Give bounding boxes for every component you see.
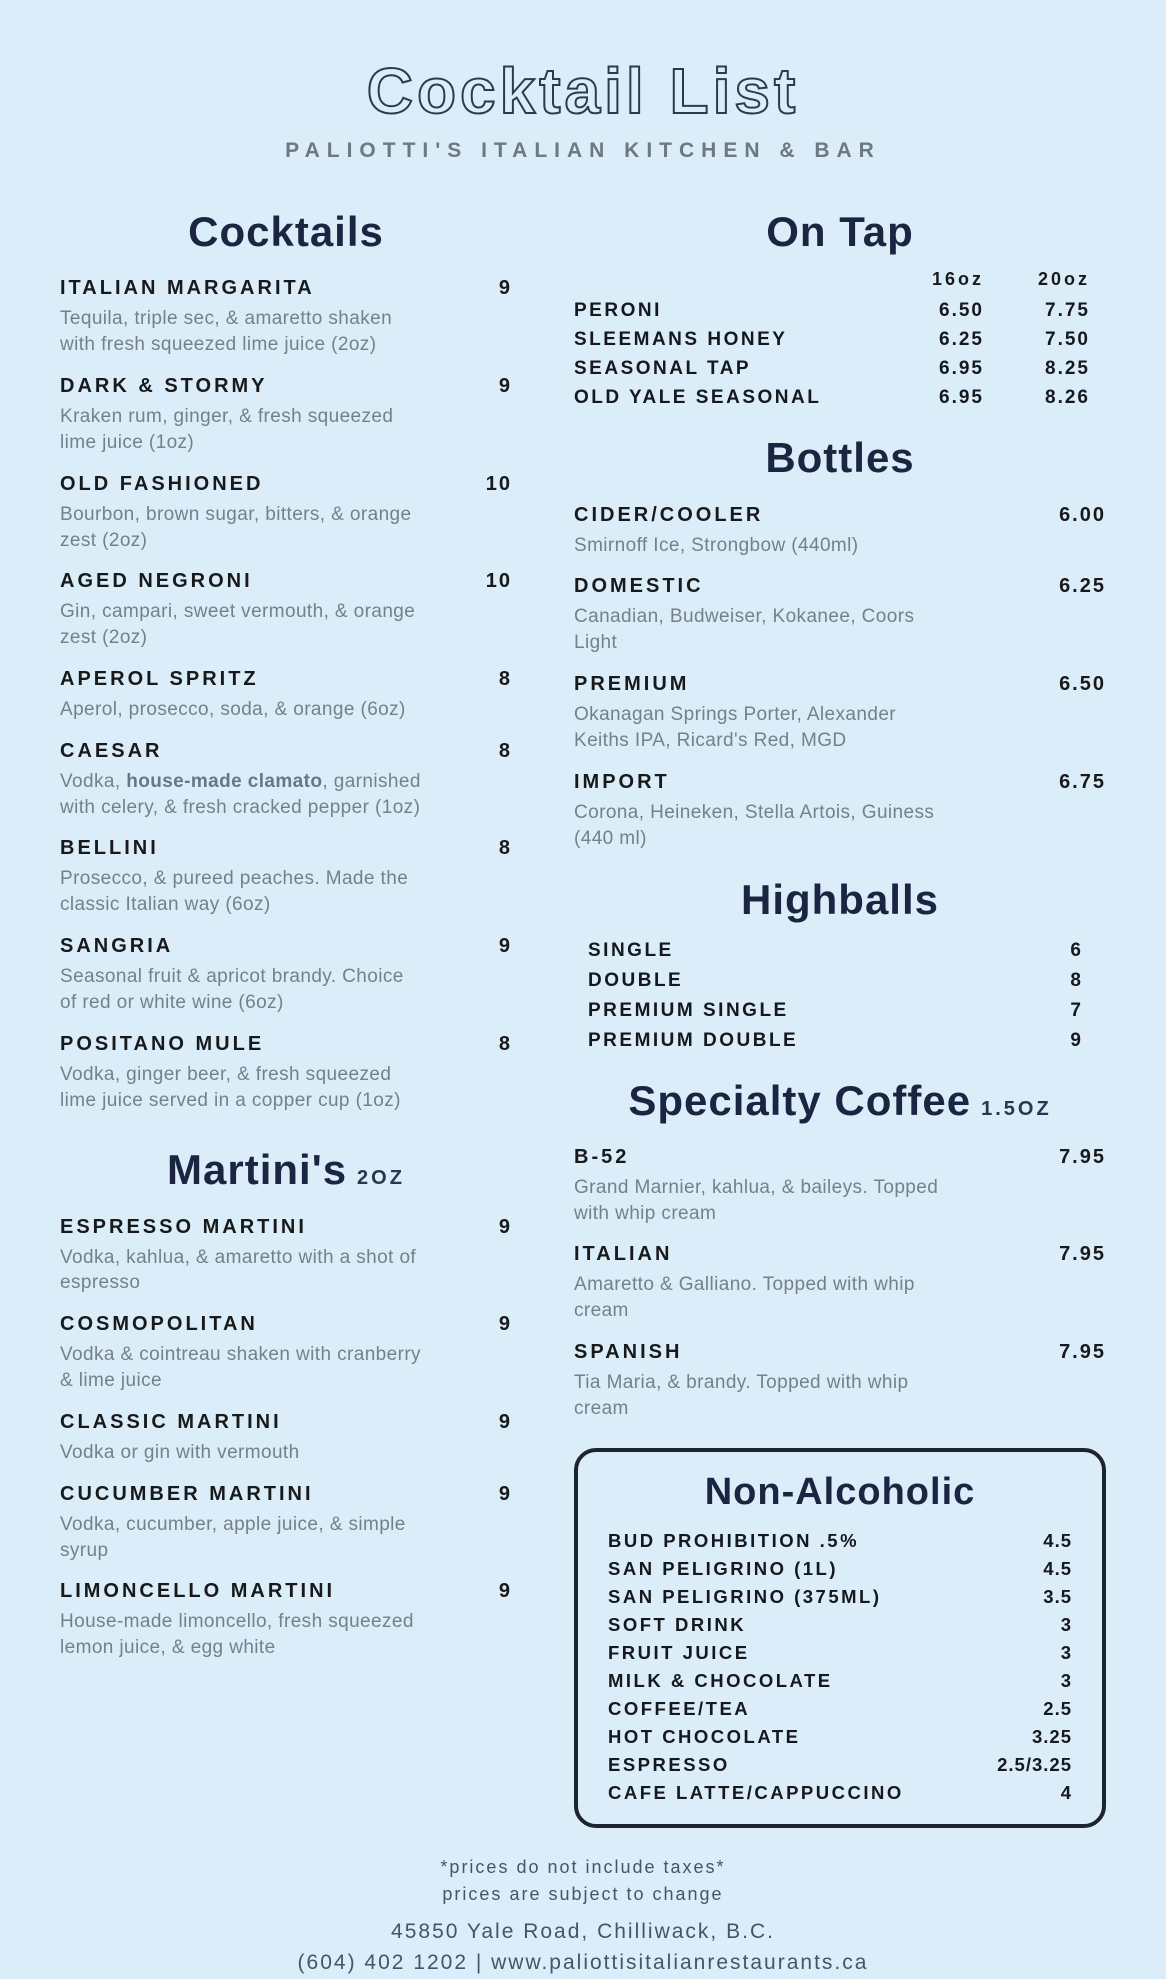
item-desc: Corona, Heineken, Stella Artois, Guiness (440 ml) bbox=[574, 801, 935, 849]
item-name: COSMOPOLITAN bbox=[60, 1313, 258, 1336]
item-row bbox=[574, 673, 1106, 696]
right-column bbox=[574, 209, 1106, 1827]
item-price: 9 bbox=[1070, 1029, 1082, 1051]
menu-item bbox=[574, 1146, 1106, 1227]
menu-item bbox=[574, 1341, 1106, 1422]
item-row bbox=[60, 1411, 512, 1434]
martinis-items bbox=[60, 1216, 512, 1661]
item-price: 7.95 bbox=[1059, 1341, 1106, 1364]
price-row bbox=[608, 1614, 1072, 1636]
menu-item bbox=[60, 935, 512, 1016]
price-row bbox=[608, 1754, 1072, 1776]
item-price: 3 bbox=[1060, 1669, 1072, 1691]
bottles-items bbox=[574, 504, 1106, 852]
specialty-coffee-size-note: 1.5OZ bbox=[981, 1097, 1052, 1120]
menu-item bbox=[60, 277, 512, 358]
item-price: 6.50 bbox=[1059, 673, 1106, 696]
on-tap-heading: On Tap bbox=[766, 208, 914, 256]
martinis-heading bbox=[60, 1147, 512, 1193]
price-16oz: 6.95 bbox=[939, 387, 984, 409]
item-row bbox=[60, 668, 512, 691]
item-name: PREMIUM bbox=[574, 673, 690, 696]
item-row bbox=[60, 935, 512, 958]
item-price: 3 bbox=[1060, 1641, 1072, 1663]
footer-change-note: prices are subject to change bbox=[442, 1883, 724, 1904]
item-price: 8 bbox=[498, 837, 512, 860]
item-desc: Vodka & cointreau shaken with cranberry & lime juice bbox=[60, 1344, 421, 1392]
menu-footer bbox=[0, 1854, 1166, 1979]
menu-item bbox=[574, 504, 1106, 559]
menu-item bbox=[60, 570, 512, 651]
non-alcoholic-heading: Non-Alcoholic bbox=[704, 1470, 976, 1513]
item-name: MILK & CHOCOLATE bbox=[608, 1669, 833, 1691]
item-desc: Vodka, kahlua, & amaretto with a shot of espresso bbox=[60, 1246, 417, 1294]
tap-row bbox=[574, 329, 1090, 351]
left-column bbox=[60, 209, 512, 1678]
item-price: 3.5 bbox=[1043, 1585, 1072, 1607]
menu-item bbox=[60, 375, 512, 456]
section-specialty-coffee bbox=[574, 1078, 1106, 1422]
price-20oz: 8.26 bbox=[1045, 387, 1090, 409]
item-name: DARK & STORMY bbox=[60, 375, 268, 398]
footer-address: 45850 Yale Road, Chilliwack, B.C. bbox=[391, 1919, 775, 1943]
item-price: 6.75 bbox=[1059, 770, 1106, 793]
menu-item bbox=[60, 1580, 512, 1661]
menu-item bbox=[60, 740, 512, 821]
spacer bbox=[574, 269, 886, 290]
item-desc: Gin, campari, sweet vermouth, & orange zest (2oz) bbox=[60, 601, 416, 649]
section-martinis bbox=[60, 1147, 512, 1661]
item-price: 8 bbox=[498, 1032, 512, 1055]
menu-item bbox=[60, 1216, 512, 1297]
item-price: 9 bbox=[498, 1482, 512, 1505]
martinis-size-note: 2OZ bbox=[357, 1167, 405, 1190]
item-price: 6.00 bbox=[1059, 503, 1106, 526]
menu-item bbox=[574, 1243, 1106, 1324]
item-name: COFFEE/TEA bbox=[608, 1697, 751, 1719]
item-price: 9 bbox=[498, 1313, 512, 1336]
section-highballs bbox=[574, 877, 1106, 1051]
menu-item bbox=[60, 1313, 512, 1394]
item-name: FRUIT JUICE bbox=[608, 1641, 750, 1663]
menu-item bbox=[574, 575, 1106, 656]
item-row bbox=[574, 1243, 1106, 1266]
bottles-heading: Bottles bbox=[765, 434, 915, 482]
item-name: CUCUMBER MARTINI bbox=[60, 1482, 314, 1505]
item-desc: House-made limoncello, fresh squeezed lemon juice, & egg white bbox=[60, 1611, 414, 1659]
item-row bbox=[60, 1313, 512, 1336]
price-row bbox=[608, 1670, 1072, 1692]
item-price: 9 bbox=[498, 1580, 512, 1603]
item-row bbox=[574, 504, 1106, 527]
price-row bbox=[588, 940, 1082, 962]
menu-item bbox=[60, 1411, 512, 1466]
price-row bbox=[608, 1530, 1072, 1552]
price-row bbox=[588, 970, 1082, 992]
price-row bbox=[608, 1586, 1072, 1608]
item-name: SPANISH bbox=[574, 1341, 683, 1364]
price-20oz: 7.50 bbox=[1045, 329, 1090, 351]
highballs-rows bbox=[574, 940, 1106, 1052]
price-row bbox=[608, 1726, 1072, 1748]
price-16oz: 6.50 bbox=[939, 300, 984, 322]
item-price: 3 bbox=[1060, 1613, 1072, 1635]
item-price: 8 bbox=[1070, 969, 1082, 991]
menu-item bbox=[60, 668, 512, 723]
item-row bbox=[60, 1580, 512, 1603]
item-row bbox=[60, 740, 512, 763]
item-name: CAFE LATTE/CAPPUCCINO bbox=[608, 1781, 904, 1803]
page-subtitle: PALIOTTI'S ITALIAN KITCHEN & BAR bbox=[285, 139, 881, 163]
item-row bbox=[574, 575, 1106, 598]
non-alcoholic-rows bbox=[608, 1530, 1072, 1804]
section-bottles bbox=[574, 435, 1106, 851]
item-price: 7.95 bbox=[1059, 1145, 1106, 1168]
item-name: CLASSIC MARTINI bbox=[60, 1410, 282, 1433]
specialty-coffee-items bbox=[574, 1146, 1106, 1422]
tap-row bbox=[574, 358, 1090, 380]
item-name: SAN PELIGRINO (375ML) bbox=[608, 1585, 882, 1607]
item-row bbox=[60, 570, 512, 593]
price-row bbox=[588, 1030, 1082, 1052]
page-title: Cocktail List bbox=[366, 55, 800, 127]
item-desc: Seasonal fruit & apricot brandy. Choice of red or white wine (6oz) bbox=[60, 966, 404, 1013]
item-row bbox=[60, 1483, 512, 1506]
item-name: AGED NEGRONI bbox=[60, 570, 253, 593]
item-row bbox=[574, 1146, 1106, 1169]
item-name: SAN PELIGRINO (1L) bbox=[608, 1557, 839, 1579]
item-name: ITALIAN MARGARITA bbox=[60, 277, 315, 300]
item-name: LIMONCELLO MARTINI bbox=[60, 1580, 336, 1603]
menu-item bbox=[574, 673, 1106, 754]
price-16oz: 6.25 bbox=[939, 329, 984, 351]
item-price: 6 bbox=[1070, 939, 1082, 961]
item-desc: Amaretto & Galliano. Topped with whip cream bbox=[574, 1274, 915, 1322]
item-desc: Smirnoff Ice, Strongbow (440ml) bbox=[574, 534, 859, 556]
item-desc: Kraken rum, ginger, & fresh squeezed lime juice (1oz) bbox=[60, 406, 394, 453]
item-name: IMPORT bbox=[574, 770, 670, 793]
item-price: 7 bbox=[1070, 999, 1082, 1021]
item-price: 6.25 bbox=[1059, 575, 1106, 598]
item-row bbox=[574, 771, 1106, 794]
item-name: CIDER/COOLER bbox=[574, 503, 764, 526]
menu-item bbox=[60, 1483, 512, 1564]
item-desc: Tia Maria, & brandy. Topped with whip cream bbox=[574, 1372, 909, 1419]
item-name: SINGLE bbox=[588, 939, 674, 961]
item-name: SOFT DRINK bbox=[608, 1613, 747, 1635]
item-price: 9 bbox=[498, 935, 512, 958]
item-name: B-52 bbox=[574, 1145, 630, 1168]
size-header-16oz: 16oz bbox=[931, 269, 984, 290]
section-non-alcoholic bbox=[574, 1448, 1106, 1828]
item-desc: Vodka, house-made clamato, garnished with celery, & fresh cracked pepper (1oz) bbox=[60, 770, 421, 818]
item-row bbox=[60, 1033, 512, 1056]
item-name: DOMESTIC bbox=[574, 575, 704, 598]
martinis-heading-text: Martini's bbox=[167, 1146, 348, 1194]
item-desc: Grand Marnier, kahlua, & baileys. Topped with whip cream bbox=[574, 1176, 939, 1224]
cocktails-heading: Cocktails bbox=[188, 208, 384, 256]
item-desc: Vodka, ginger beer, & fresh squeezed lime juice served in a copper cup (1oz) bbox=[60, 1063, 401, 1111]
section-on-tap bbox=[574, 209, 1106, 409]
item-price: 7.95 bbox=[1059, 1243, 1106, 1266]
on-tap-rows bbox=[574, 300, 1106, 409]
item-name: DOUBLE bbox=[588, 969, 684, 991]
footer-tax-note: *prices do not include taxes* bbox=[440, 1856, 726, 1877]
item-desc: Tequila, triple sec, & amaretto shaken with fresh squeezed lime juice (2oz) bbox=[60, 308, 393, 356]
item-price: 4.5 bbox=[1043, 1529, 1072, 1551]
item-row bbox=[60, 837, 512, 860]
item-desc: Aperol, prosecco, soda, & orange (6oz) bbox=[60, 699, 406, 720]
item-name: SLEEMANS HONEY bbox=[574, 329, 788, 351]
item-row bbox=[574, 1341, 1106, 1364]
cocktails-items bbox=[60, 277, 512, 1113]
item-price: 10 bbox=[485, 472, 512, 495]
specialty-coffee-heading-text: Specialty Coffee bbox=[628, 1076, 972, 1124]
price-row bbox=[588, 1000, 1082, 1022]
item-price: 3.25 bbox=[1031, 1725, 1072, 1747]
item-name: SANGRIA bbox=[60, 935, 174, 958]
price-row bbox=[608, 1558, 1072, 1580]
item-name: POSITANO MULE bbox=[60, 1032, 265, 1055]
item-name: PREMIUM SINGLE bbox=[588, 999, 789, 1021]
item-row bbox=[60, 277, 512, 300]
item-price: 8 bbox=[498, 739, 512, 762]
tap-row bbox=[574, 387, 1090, 409]
item-name: ESPRESSO bbox=[608, 1753, 730, 1775]
item-row bbox=[60, 1216, 512, 1239]
item-row bbox=[60, 473, 512, 496]
size-header-20oz: 20oz bbox=[1037, 269, 1090, 290]
item-name: SEASONAL TAP bbox=[574, 358, 752, 380]
item-desc: Okanagan Springs Porter, Alexander Keiths IPA, Ricard's Red, MGD bbox=[574, 704, 897, 751]
item-price: 9 bbox=[498, 1410, 512, 1433]
menu-columns bbox=[0, 209, 1166, 1827]
item-price: 2.5 bbox=[1043, 1697, 1072, 1719]
item-desc: Vodka or gin with vermouth bbox=[60, 1441, 300, 1463]
menu-item bbox=[60, 1033, 512, 1114]
footer-contact: (604) 402 1202 | www.paliottisitalianrestaurants.ca bbox=[297, 1951, 869, 1974]
item-name: PERONI bbox=[574, 300, 662, 322]
item-name: ESPRESSO MARTINI bbox=[60, 1215, 307, 1238]
price-16oz: 6.95 bbox=[939, 358, 984, 380]
item-row bbox=[60, 375, 512, 398]
item-price: 8 bbox=[498, 668, 512, 690]
item-price: 10 bbox=[485, 570, 512, 593]
item-name: HOT CHOCOLATE bbox=[608, 1725, 801, 1747]
menu-header bbox=[0, 0, 1166, 163]
on-tap-size-headers bbox=[574, 269, 1106, 290]
price-20oz: 7.75 bbox=[1045, 300, 1090, 322]
item-name: OLD YALE SEASONAL bbox=[574, 387, 822, 409]
price-row bbox=[608, 1782, 1072, 1804]
item-name: PREMIUM DOUBLE bbox=[588, 1029, 799, 1051]
item-name: OLD FASHIONED bbox=[60, 472, 264, 495]
price-20oz: 8.25 bbox=[1045, 358, 1090, 380]
item-name: BELLINI bbox=[60, 837, 159, 860]
item-desc: Vodka, cucumber, apple juice, & simple syrup bbox=[60, 1513, 406, 1561]
item-name: CAESAR bbox=[60, 739, 163, 762]
menu-item bbox=[574, 771, 1106, 852]
item-price: 9 bbox=[498, 375, 512, 398]
item-name: APEROL SPRITZ bbox=[60, 668, 259, 690]
item-name: BUD PROHIBITION .5% bbox=[608, 1529, 860, 1551]
menu-item bbox=[60, 837, 512, 918]
item-desc: Canadian, Budweiser, Kokanee, Coors Light bbox=[574, 606, 915, 654]
item-desc: Prosecco, & pureed peaches. Made the classic Italian way (6oz) bbox=[60, 868, 409, 916]
price-row bbox=[608, 1698, 1072, 1720]
item-price: 4.5 bbox=[1043, 1557, 1072, 1579]
item-desc: Bourbon, brown sugar, bitters, & orange zest (2oz) bbox=[60, 503, 412, 551]
menu-item bbox=[60, 473, 512, 554]
item-name: ITALIAN bbox=[574, 1243, 673, 1266]
item-price: 4 bbox=[1060, 1781, 1072, 1803]
item-price: 2.5/3.25 bbox=[997, 1753, 1072, 1775]
specialty-coffee-heading bbox=[574, 1078, 1106, 1124]
section-cocktails bbox=[60, 209, 512, 1113]
tap-row bbox=[574, 300, 1090, 322]
item-price: 9 bbox=[498, 1215, 512, 1238]
item-price: 9 bbox=[498, 277, 512, 300]
price-row bbox=[608, 1642, 1072, 1664]
highballs-heading: Highballs bbox=[740, 876, 940, 924]
